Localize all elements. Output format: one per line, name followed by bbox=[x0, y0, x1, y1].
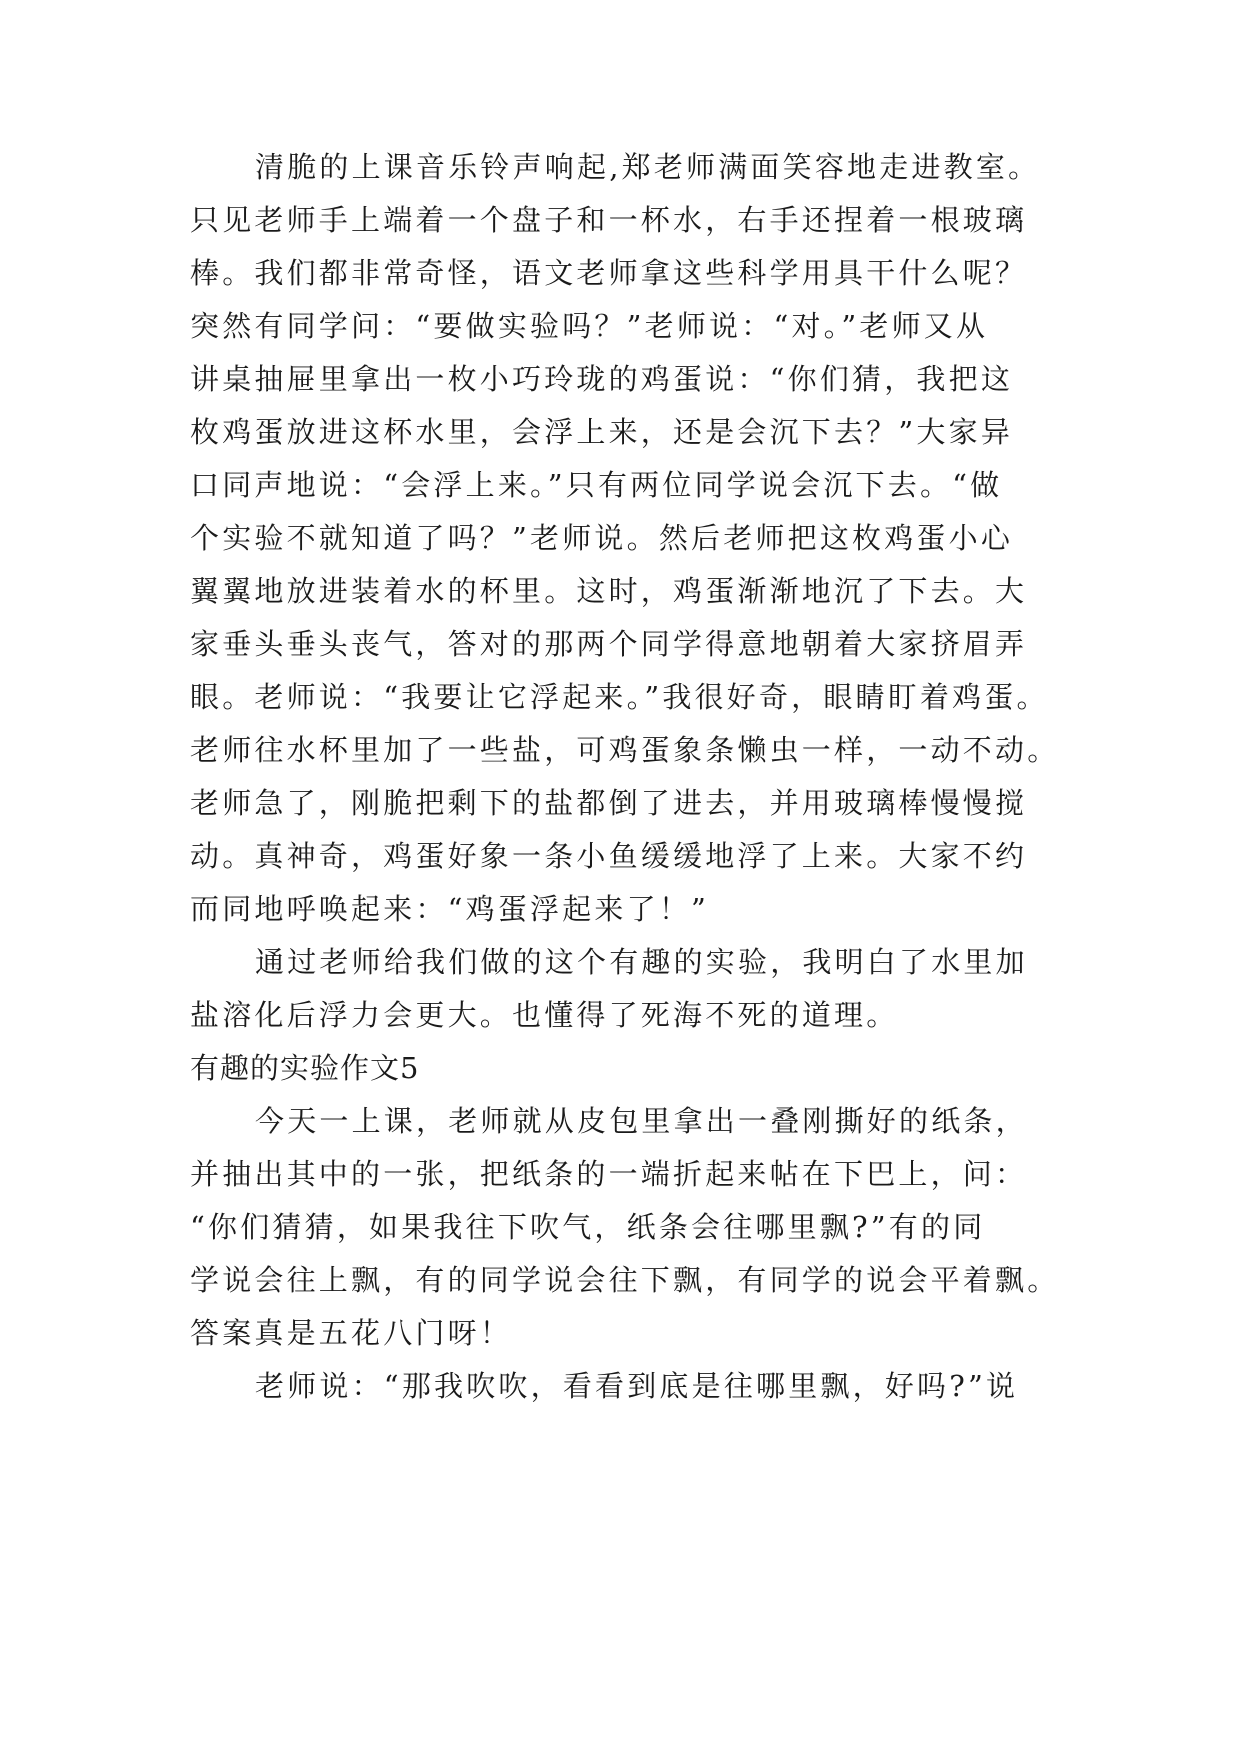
text-line: 清脆的上课音乐铃声响起,郑老师满面笑容地走进教室。 bbox=[255, 150, 1041, 184]
text-line: 动。真神奇，鸡蛋好象一条小鱼缓缓地浮了上来。大家不约 bbox=[190, 839, 1028, 873]
text-line: 老师急了，刚脆把剩下的盐都倒了进去，并用玻璃棒慢慢搅 bbox=[190, 786, 1028, 820]
text-line: “你们猜猜，如果我往下吹气，纸条会往哪里飘?”有的同 bbox=[190, 1210, 986, 1244]
text-line: 个实验不就知道了吗？”老师说。然后老师把这枚鸡蛋小心 bbox=[190, 521, 1014, 555]
text-line: 口同声地说：“会浮上来。”只有两位同学说会沉下去。“做 bbox=[190, 468, 1003, 502]
text-line: 棒。我们都非常奇怪，语文老师拿这些科学用具干什么呢？ bbox=[190, 256, 1028, 290]
section-title: 有趣的实验作文5 bbox=[190, 1051, 420, 1085]
text-line: 突然有同学问：“要做实验吗？”老师说：“对。”老师又从 bbox=[190, 309, 989, 343]
text-line: 通过老师给我们做的这个有趣的实验，我明白了水里加 bbox=[255, 945, 1028, 979]
text-line: 只见老师手上端着一个盘子和一杯水，右手还捏着一根玻璃 bbox=[190, 203, 1028, 237]
text-line: 翼翼地放进装着水的杯里。这时，鸡蛋渐渐地沉了下去。大 bbox=[190, 574, 1028, 608]
text-line: 今天一上课，老师就从皮包里拿出一叠刚撕好的纸条， bbox=[255, 1104, 1028, 1138]
text-line: 枚鸡蛋放进这杯水里，会浮上来，还是会沉下去？”大家异 bbox=[190, 415, 1014, 449]
text-line: 讲桌抽屉里拿出一枚小巧玲珑的鸡蛋说：“你们猜，我把这 bbox=[190, 362, 1014, 396]
text-line: 答案真是五花八门呀！ bbox=[190, 1316, 513, 1350]
text-line: 眼。老师说：“我要让它浮起来。”我很好奇，眼睛盯着鸡蛋。 bbox=[190, 680, 1049, 714]
text-line: 而同地呼唤起来：“鸡蛋浮起来了！” bbox=[190, 892, 710, 926]
text-line: 家垂头垂头丧气，答对的那两个同学得意地朝着大家挤眉弄 bbox=[190, 627, 1028, 661]
text-line: 盐溶化后浮力会更大。也懂得了死海不死的道理。 bbox=[190, 998, 899, 1032]
text-line: 并抽出其中的一张，把纸条的一端折起来帖在下巴上，问： bbox=[190, 1157, 1028, 1191]
text-line: 学说会往上飘，有的同学说会往下飘，有同学的说会平着飘。 bbox=[190, 1263, 1060, 1297]
text-line: 老师往水杯里加了一些盐，可鸡蛋象条懒虫一样，一动不动。 bbox=[190, 733, 1060, 767]
text-line: 老师说：“那我吹吹，看看到底是往哪里飘，好吗?”说 bbox=[255, 1369, 1019, 1403]
